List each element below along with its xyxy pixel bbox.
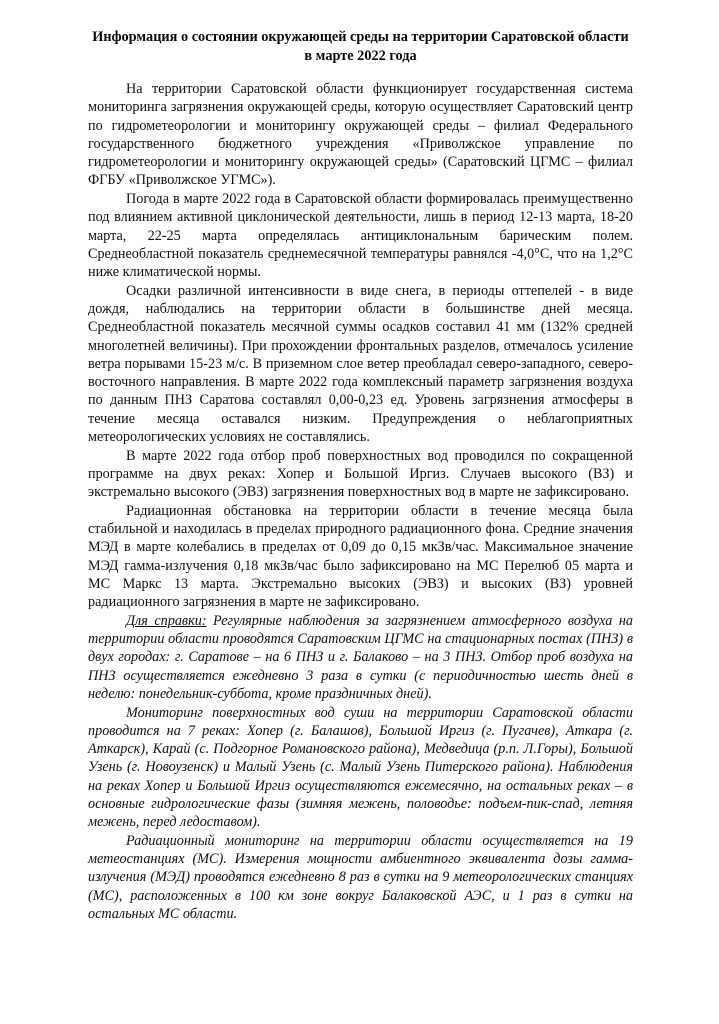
paragraph-reference-radiation: Радиационный мониторинг на территории области осуществляется на 19 метеостанциях (МС). Измерения мощности амбиентного эквивалента дозы гамма-излучения (МЭД) проводятся ежедневно 8 раз в сутки на 9 метеорологических станциях (МС), расположенных в 100 км зоне вокруг Балаковской АЭС, и 1 раз в сутки на остальных МС области. xyxy=(88,832,633,922)
paragraph-precipitation: Осадки различной интенсивности в виде снега, в периоды оттепелей - в виде дождя, наблюдались на территории области в большинстве дней месяца. Среднеобластной показатель месячной суммы осадков составил 41 мм (132% средней многолетней величины). При прохождении фронтальных разделов, отмечалось усиление ветра порывами 15-23 м/с. В приземном слое ветер преобладал северо-западного, северо-восточного направления. В марте 2022 года комплексный параметр загрязнения воздуха по данным ПНЗ Саратова составлял 0,00-0,23 ед. Уровень загрязнения атмосферы в течение месяца оставался низким. Предупреждения о неблагоприятных метеорологических условиях не составлялись. xyxy=(88,282,633,445)
paragraph-reference-water: Мониторинг поверхностных вод суши на территории Саратовской области проводится на 7 реках: Хопер (г. Балашов), Большой Иргиз (г. Пугачев), Аткара (г. Аткарск), Карай (с. Подгорное Романовского района), Медведица (р.п. Л.Горы), Большой Узень (г. Новоузенск) и Малый Узень (с. Малый Узень Питерского района). Наблюдения на реках Хопер и Большой Иргиз осуществляются ежемесячно, на остальных реках – в основные гидрологические фазы (зимняя межень, половодье: подъем-пик-спад, летняя межень, перед ледоставом). xyxy=(88,704,633,830)
paragraph-radiation: Радиационная обстановка на территории области в течение месяца была стабильной и находилась в пределах природного радиационного фона. Средние значения МЭД в марте колебались в пределах от 0,09 до 0,15 мкЗв/час. Максимальное значение МЭД гамма-излучения 0,18 мкЗв/час было зафиксировано на МС Перелюб 05 марта и МС Маркс 13 марта. Экстремально высоких (ЭВЗ) и высоких (ВЗ) уровней радиационного загрязнения в марте не зафиксировано. xyxy=(88,502,633,610)
document-body xyxy=(88,28,633,924)
page-bottom-margin xyxy=(0,1000,719,1024)
reference-air-text: Регулярные наблюдения за загрязнением атмосферного воздуха на территории области проводятся Саратовским ЦГМС на стационарных постах (ПНЗ) в двух городах: г. Саратове – на 6 ПНЗ и г. Балаково – на 3 ПНЗ. Отбор проб воздуха на ПНЗ осуществляется ежедневно 3 раза в сутки (с периодичностью шесть дней в неделю: понедельник-суббота, кроме праздничных дней). xyxy=(88,612,634,702)
paragraph-weather: Погода в марте 2022 года в Саратовской области формировалась преимущественно под влиянием активной циклонической деятельности, лишь в период 12-13 марта, 18-20 марта, 22-25 марта определялась антициклональным барическим полем. Среднеобластной показатель среднемесячной температуры равнялся -4,0°С, что на 1,2°С ниже климатической нормы. xyxy=(88,191,633,280)
reference-lead-label: Для справки: xyxy=(126,612,207,629)
page-title: Информация о состоянии окружающей среды на территории Саратовской области в марте 2022 года xyxy=(92,29,629,64)
paragraph-intro: На территории Саратовской области функционирует государственная система мониторинга загрязнения окружающей среды, которую осуществляет Саратовский центр по гидрометеорологии и мониторингу окружающей среды – филиал Федерального государственного бюджетного учреждения «Приволжское управление по гидрометеорологии и мониторингу окружающей среды» (Саратовский ЦГМС – филиал ФГБУ «Приволжское УГМС»). xyxy=(88,81,633,189)
paragraph-surface-water: В марте 2022 года отбор проб поверхностных вод проводился по сокращенной программе на двух реках: Хопер и Большой Иргиз. Случаев высокого (ВЗ) и экстремально высокого (ЭВЗ) загрязнения поверхностных вод в марте не зафиксировано. xyxy=(88,447,633,500)
paragraph-reference-air xyxy=(88,612,633,703)
